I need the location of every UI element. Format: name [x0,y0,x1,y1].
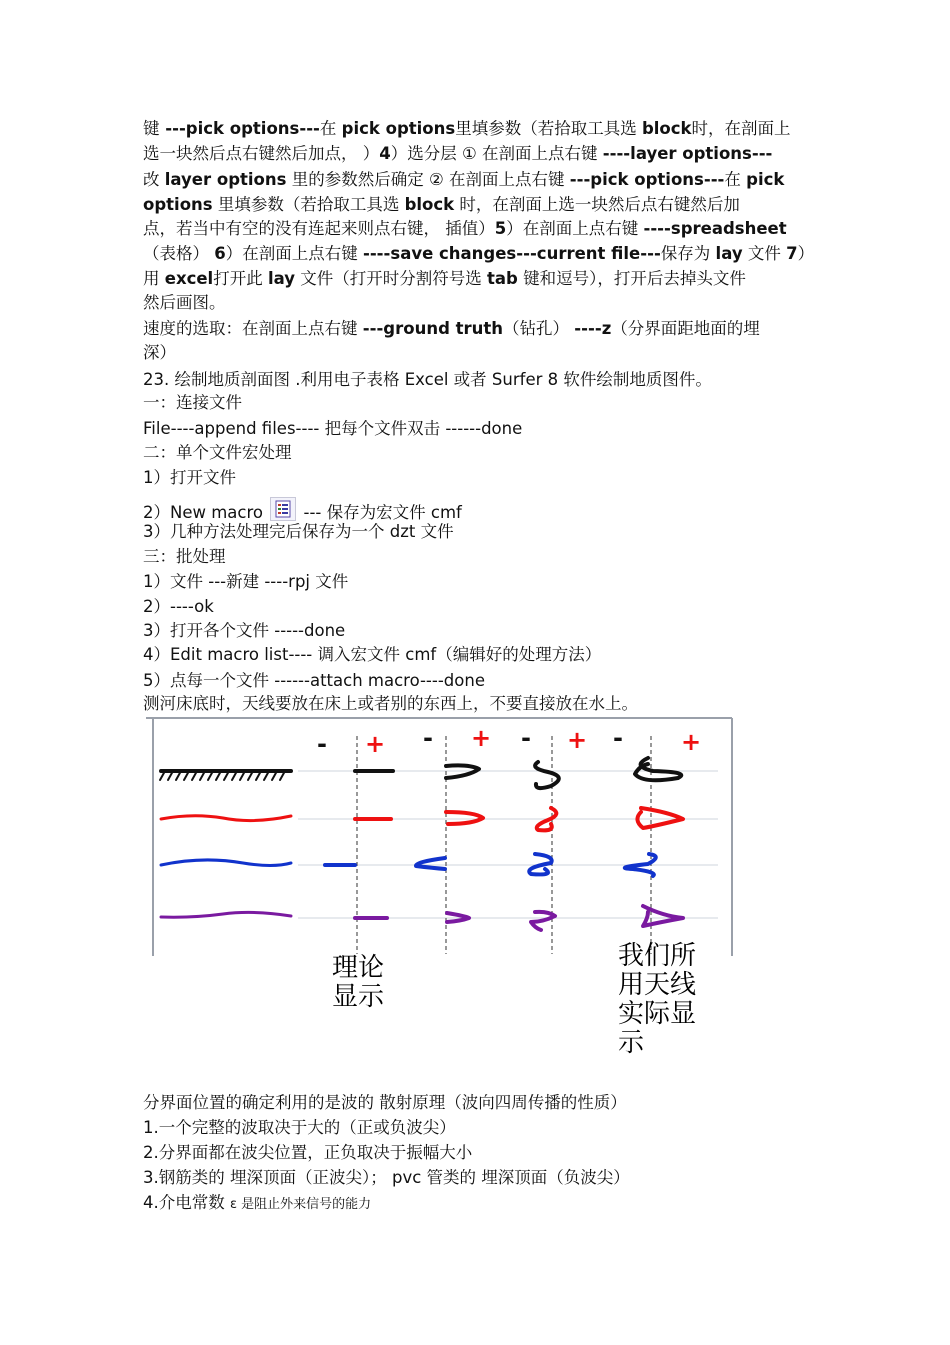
macro-icon [270,497,296,521]
text-segment: 打开此 [213,269,268,288]
text-segment: ---pick options--- [159,119,320,138]
text-line-3 [143,170,784,190]
text-line-29 [143,1193,371,1215]
text-line-6 [143,244,814,264]
text-segment: lay [267,269,296,288]
text-segment: pick options [341,119,456,138]
text-segment: ---pick options--- [569,170,725,189]
text-line-22 [143,645,601,665]
text-line-17 [143,522,454,542]
text-line-8 [143,293,226,313]
dielectric-desc: ε 是阻止外来信号的能力 [230,1197,372,1212]
text-line-9 [143,319,760,339]
waveform-figure [143,716,735,956]
minus-sign-3: - [521,724,531,752]
text-segment: ）选分层 ① 在剖面上点右键 [390,144,603,163]
minus-sign-2: - [423,724,433,752]
text-segment: excel [164,269,214,288]
text-segment: 在 [319,119,342,138]
text-line-27 [143,1143,472,1163]
text-segment: 键和逗号），打开后去掉头文件 [517,269,746,288]
text-segment: 速度的选取：在剖面上点右键 [143,319,363,338]
waveform-diagram [143,716,735,956]
text-line-13 [143,419,522,439]
text-line-5 [143,219,787,239]
text-segment: 里的参数然后确定 ② 在剖面上点右键 [286,170,570,189]
text-segment: ----z [574,319,612,338]
text-segment: 键 [143,119,160,138]
text-segment: 点，若当中有空的没有连起来则点右键， 插值） [143,219,495,238]
text-line-4 [143,195,740,215]
text-segment: 1）文件 ---新建 ----rpj 文件 [143,572,349,591]
text-line-18 [143,547,226,567]
text-line-23 [143,671,485,691]
caption-actual-line-3: 实际显 [618,999,697,1029]
text-segment: 时，在剖面上 [691,119,791,138]
text-segment: tab [487,269,518,288]
plus-sign-1: + [365,730,386,758]
text-segment: 测河床底时，天线要放在床上或者别的东西上，不要直接放在水上。 [143,694,638,713]
text-segment: 在 [724,170,747,189]
caption-theory-line-1: 理论 [332,953,385,983]
text-segment: 三：批处理 [143,547,226,566]
text-segment: options [143,195,213,214]
text-segment: 二：单个文件宏处理 [143,443,292,462]
text-segment: ）在剖面上点右键 [506,219,644,238]
text-line-16 [143,497,462,523]
text-segment: 分界面位置的确定利用的是波的 散射原理（波向四周传播的性质） [143,1093,627,1112]
text-line-12 [143,393,242,413]
plus-sign-2: + [471,724,492,752]
text-segment: ----spreadsheet [643,219,787,238]
text-segment: 改 [143,170,165,189]
text-segment: layer options [164,170,287,189]
text-segment: 然后画图。 [143,293,226,312]
minus-sign-4: - [613,724,623,752]
text-segment: 时，在剖面上选一块然后点右键然后加 [454,195,740,214]
text-segment: File----append files---- 把每个文件双击 ------done [143,419,523,438]
plus-sign-4: + [681,728,702,756]
text-segment: ----save changes---current file--- [362,244,661,263]
text-line-7 [143,269,746,289]
text-line-21 [143,621,345,641]
text-line-20 [143,597,214,617]
dielectric-label: 4.介电常数 [143,1193,230,1212]
text-line-2 [143,144,772,164]
text-segment: 2.分界面都在波尖位置，正负取决于振幅大小 [143,1143,473,1162]
text-line-10 [143,343,176,363]
text-line-24 [143,694,638,714]
text-line-15 [143,468,236,488]
text-segment: 保存为 [660,244,716,263]
text-line-28 [143,1168,630,1188]
caption-theory-line-2: 显示 [332,982,385,1012]
text-segment: lay [715,244,743,263]
text-segment: pick [746,170,785,189]
text-segment: （钻孔） [503,319,575,338]
text-line-25 [143,1093,627,1113]
new-macro-label: 2）New macro [143,503,264,522]
minus-sign-1: - [317,730,327,758]
text-line-1 [143,119,791,139]
text-segment: 深） [143,343,176,362]
text-segment: 1）打开文件 [143,468,236,487]
text-segment: 3）几种方法处理完后保存为一个 dzt 文件 [143,522,454,541]
caption-actual-line-4: 示 [618,1028,645,1058]
text-segment: 里填参数（若拾取工具选 [212,195,405,214]
text-line-19 [143,572,348,592]
text-line-11 [143,370,712,390]
text-segment: 3.钢筋类的 埋深顶面（正波尖）； pvc 管类的 埋深顶面（负波尖） [143,1168,630,1187]
text-segment: 4 [379,144,391,163]
text-line-14 [143,443,292,463]
text-segment: 里填参数（若拾取工具选 [455,119,642,138]
caption-actual [618,942,696,1058]
text-segment: 7 [786,244,798,263]
text-segment: 选一块然后点右键然后加点， ） [143,144,380,163]
text-segment: ---ground truth [362,319,504,338]
text-segment: 2）----ok [143,597,214,616]
text-segment: 1.一个完整的波取决于大的（正或负波尖） [143,1118,456,1137]
text-segment: ）在剖面上点右键 [225,244,363,263]
text-segment: ） [797,244,815,263]
text-segment: 文件（打开时分割符号选 [295,269,488,288]
text-segment: block [641,119,692,138]
text-segment: 一：连接文件 [143,393,242,412]
caption-actual-line-2: 用天线 [618,970,697,1000]
text-segment: 3）打开各个文件 -----done [143,621,346,640]
plus-sign-3: + [567,726,588,754]
text-segment: ----layer options--- [602,144,773,163]
text-segment: 23. 绘制地质剖面图 .利用电子表格 Excel 或者 Surfer 8 软件绘制地质图件。 [143,370,712,389]
text-segment: （表格） [143,244,215,263]
text-segment: 5）点每一个文件 ------attach macro----done [143,671,485,690]
text-segment: 4）Edit macro list---- 调入宏文件 cmf（编辑好的处理方法） [143,645,602,664]
caption-theory [332,954,384,1012]
text-segment: （分界面距地面的埋 [611,319,760,338]
save-macro-text: --- 保存为宏文件 cmf [303,503,462,522]
text-segment: 6 [214,244,226,263]
text-segment: block [404,195,455,214]
text-segment: 文件 [742,244,787,263]
text-segment: 5 [494,219,507,238]
caption-actual-line-1: 我们所 [618,941,697,971]
text-line-26 [143,1118,456,1138]
text-segment: 用 [143,269,165,288]
